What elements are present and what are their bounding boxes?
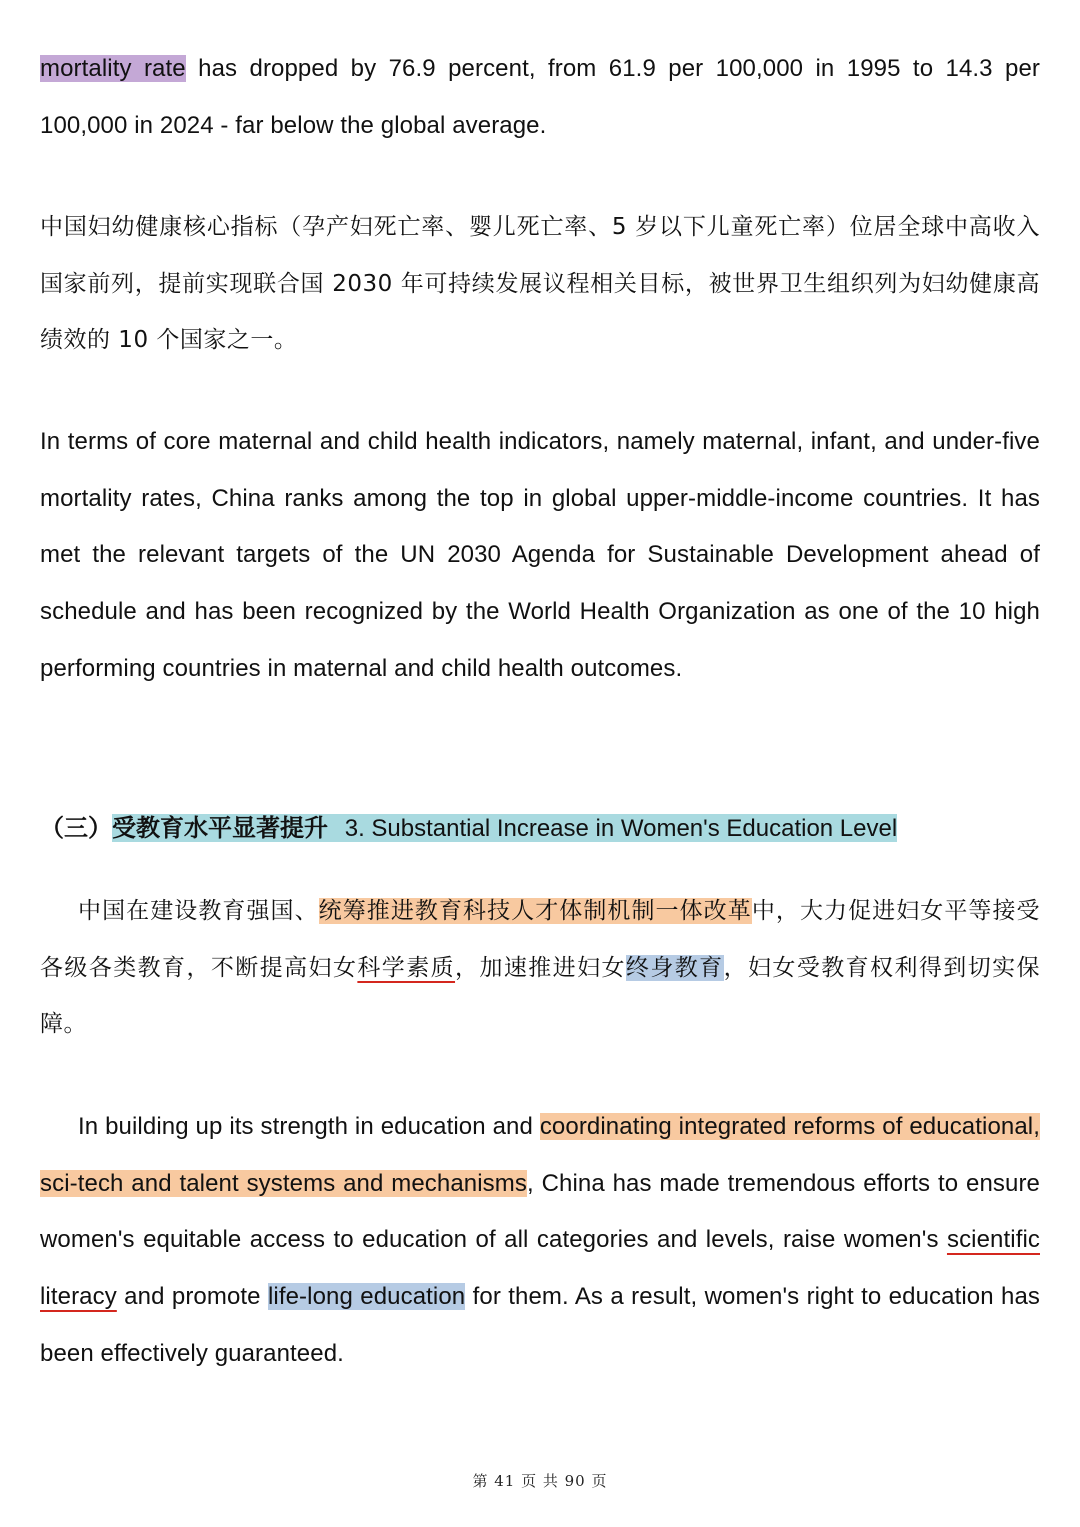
en-paragraph-maternal-health: In terms of core maternal and child health indicators, namely maternal, infant, and under-five mortality rates, China ranks among the top in global upper-middle-income countries. It has met the relevant targets of the UN 2030 Agenda for Sustainable Development ahead of schedule and has been recognized by the World Health Organization as one of the 10 high performing countries in maternal and child health outcomes. bbox=[40, 428, 1040, 682]
section-heading bbox=[40, 806, 897, 851]
en-education-text-3: and promote bbox=[116, 1283, 268, 1311]
en-paragraph-education bbox=[40, 1099, 1040, 1383]
highlight-zh-lifelong-education: 终身教育 bbox=[625, 954, 724, 981]
zh-education-text-2: 中，大力促进妇女平等接受各级各类教育，不断提高妇女 bbox=[40, 898, 1041, 981]
highlight-en-reform: coordinating integrated reforms of educational, sci-tech and talent systems and mechanisms bbox=[40, 1113, 1040, 1197]
continuation-paragraph bbox=[40, 41, 1040, 154]
zh-education-text-3: ，加速推进妇女 bbox=[455, 954, 626, 981]
section-heading-number: （三） bbox=[40, 814, 112, 842]
page-footer: 第 41 页 共 90 页 bbox=[472, 1472, 608, 1490]
section-heading-zh-title: 受教育水平显著提升 bbox=[112, 814, 328, 842]
zh-education-text-4: ，妇女受教育权利得到切实保障。 bbox=[40, 954, 1041, 1038]
underline-en-scientific-literacy: scientific literacy bbox=[40, 1226, 1040, 1311]
section-heading-en-title: 3. Substantial Increase in Women's Education Level bbox=[344, 815, 898, 842]
highlight-en-lifelong-education: life-long education bbox=[267, 1283, 466, 1311]
underline-zh-scientific-literacy: 科学素质 bbox=[357, 954, 456, 981]
en-education-text-2: , China has made tremendous efforts to ensure women's equitable access to education of all categories and levels, raise women's bbox=[40, 1169, 1040, 1254]
continuation-text: has dropped by 76.9 percent, from 61.9 per 100,000 in 1995 to 14.3 per 100,000 in 2024 - far below the global average. bbox=[40, 55, 1041, 139]
zh-paragraph-education bbox=[40, 883, 1040, 1053]
highlight-mortality-rate: mortality rate bbox=[40, 55, 186, 82]
en-education-text-1: In building up its strength in education and bbox=[78, 1113, 540, 1140]
en-education-text-4: for them. As a result, women's right to education has been effectively guaranteed. bbox=[40, 1283, 1041, 1367]
zh-paragraph-maternal-health: 中国妇幼健康核心指标（孕产妇死亡率、婴儿死亡率、5 岁以下儿童死亡率）位居全球中高收入国家前列，提前实现联合国 2030 年可持续发展议程相关目标，被世界卫生组织列为妇幼健康高绩效的 10 个国家之一。 bbox=[40, 214, 1040, 354]
highlight-zh-reform: 统筹推进教育科技人才体制机制一体改革 bbox=[318, 898, 752, 924]
section-heading-zh bbox=[112, 814, 897, 842]
zh-education-text-1: 中国在建设教育强国、 bbox=[78, 898, 319, 924]
